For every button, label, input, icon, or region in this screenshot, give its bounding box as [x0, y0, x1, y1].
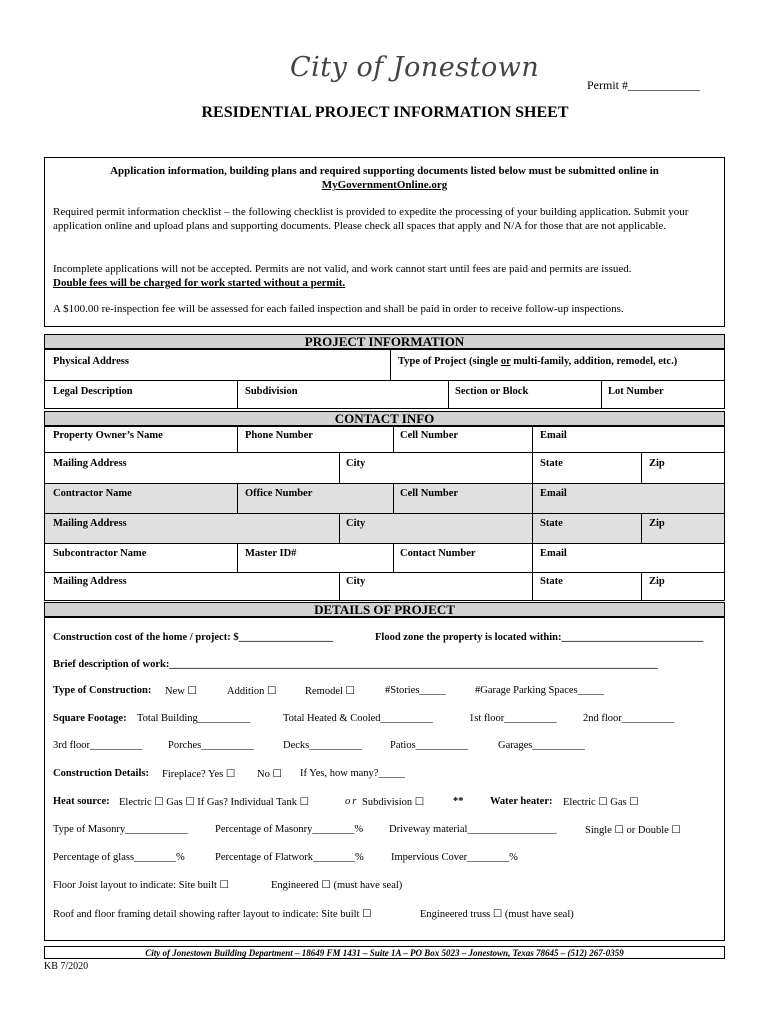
owner-cell-field[interactable]: Cell Number	[400, 430, 459, 441]
lot-number-field[interactable]: Lot Number	[608, 386, 664, 397]
double-asterisk: **	[453, 796, 464, 807]
owner-state-field[interactable]: State	[540, 458, 563, 469]
intro-box	[44, 157, 725, 327]
subcontractor-mailing-address-field[interactable]: Mailing Address	[53, 576, 127, 587]
permit-number-field[interactable]: Permit #____________	[587, 78, 700, 92]
square-footage-label: Square Footage:	[53, 713, 127, 724]
driveway-material-field[interactable]: Driveway material_________________	[389, 824, 557, 835]
contractor-office-number-field[interactable]: Office Number	[245, 488, 313, 499]
remodel-checkbox[interactable]: Remodel ☐	[305, 686, 355, 697]
masonry-type-field[interactable]: Type of Masonry____________	[53, 824, 189, 835]
intro-incomplete-text: Incomplete applications will not be accepted. Permits are not valid, and work cannot start until fees are paid and permits are issued. Double fees will be charged for work started without a permit.	[53, 263, 632, 289]
page-title: RESIDENTIAL PROJECT INFORMATION SHEET	[201, 104, 569, 121]
city-logo: City of Jonestown	[290, 52, 540, 83]
masonry-percentage-field[interactable]: Percentage of Masonry________%	[215, 824, 364, 835]
owner-email-field[interactable]: Email	[540, 430, 567, 441]
glass-percentage-field[interactable]: Percentage of glass________%	[53, 852, 185, 863]
garages-field[interactable]: Garages__________	[498, 740, 585, 751]
contractor-name-field[interactable]: Contractor Name	[53, 488, 132, 499]
owner-mailing-row	[44, 452, 725, 484]
engineered-truss-checkbox[interactable]: Engineered truss ☐ (must have seal)	[420, 909, 574, 920]
third-floor-field[interactable]: 3rd floor__________	[53, 740, 143, 751]
subcontractor-zip-field[interactable]: Zip	[649, 576, 665, 587]
contractor-row	[44, 483, 725, 514]
contractor-cell-field[interactable]: Cell Number	[400, 488, 459, 499]
contractor-email-field[interactable]: Email	[540, 488, 567, 499]
subcontractor-contact-number-field[interactable]: Contact Number	[400, 548, 476, 559]
subcontractor-row	[44, 543, 725, 573]
contractor-mailing-address-field[interactable]: Mailing Address	[53, 518, 127, 529]
contractor-city-field[interactable]: City	[346, 518, 366, 529]
roof-framing-site-built-checkbox[interactable]: Roof and floor framing detail showing rafter layout to indicate: Site built ☐	[53, 909, 372, 920]
brief-description-field[interactable]: Brief description of work:_____________________________________________________________________________________________	[53, 659, 658, 670]
water-heater-options[interactable]: Electric ☐ Gas ☐	[563, 797, 639, 808]
flatwork-percentage-field[interactable]: Percentage of Flatwork________%	[215, 852, 364, 863]
patios-field[interactable]: Patios__________	[390, 740, 469, 751]
subcontractor-state-field[interactable]: State	[540, 576, 563, 587]
section-block-field[interactable]: Section or Block	[455, 386, 529, 397]
intro-submit-online: Application information, building plans and required supporting documents listed below must be submitted online in MyGovernmentOnline.org	[110, 165, 659, 191]
fireplace-yes-checkbox[interactable]: Fireplace? Yes ☐	[162, 769, 236, 780]
single-double-checkbox[interactable]: Single ☐ or Double ☐	[585, 825, 681, 836]
stories-field[interactable]: #Stories_____	[385, 685, 446, 696]
new-checkbox[interactable]: New ☐	[165, 686, 197, 697]
fireplace-count-field[interactable]: If Yes, how many?_____	[300, 768, 405, 779]
porches-field[interactable]: Porches__________	[168, 740, 254, 751]
physical-address-row	[44, 349, 725, 381]
footer-address: City of Jonestown Building Department – 18649 FM 1431 – Suite 1A – PO Box 5023 – Jonestown, Texas 78645 – (512) 267-0359	[44, 946, 725, 959]
owner-phone-field[interactable]: Phone Number	[245, 430, 313, 441]
fireplace-no-checkbox[interactable]: No ☐	[257, 769, 282, 780]
project-information-heading: PROJECT INFORMATION	[44, 334, 725, 349]
second-floor-field[interactable]: 2nd floor__________	[583, 713, 675, 724]
owner-mailing-address-field[interactable]: Mailing Address	[53, 458, 127, 469]
water-heater-label: Water heater:	[490, 796, 553, 807]
revision-code: KB 7/2020	[44, 961, 89, 972]
legal-description-row	[44, 380, 725, 409]
details-of-project-heading: DETAILS OF PROJECT	[44, 602, 725, 617]
mygov-link[interactable]: MyGovernmentOnline.org	[321, 179, 448, 191]
owner-row	[44, 426, 725, 453]
floor-joist-engineered-checkbox[interactable]: Engineered ☐ (must have seal)	[271, 880, 403, 891]
intro-checklist-text: Required permit information checklist – the following checklist is provided to expedite the processing of your building application. Submit your application online and upload plans and supporting documents. Please check all spaces that apply and N/A for those that are not applicable.	[53, 206, 689, 232]
addition-checkbox[interactable]: Addition ☐	[227, 686, 277, 697]
owner-city-field[interactable]: City	[346, 458, 366, 469]
physical-address-field[interactable]: Physical Address	[53, 356, 129, 367]
details-box	[44, 617, 725, 941]
flood-zone-field[interactable]: Flood zone the property is located within:___________________________	[375, 632, 704, 643]
garage-parking-field[interactable]: #Garage Parking Spaces_____	[475, 685, 604, 696]
first-floor-field[interactable]: 1st floor__________	[469, 713, 557, 724]
heat-source-options[interactable]: Electric ☐ Gas ☐ If Gas? Individual Tank ☐	[119, 797, 310, 808]
contractor-zip-field[interactable]: Zip	[649, 518, 665, 529]
master-id-field[interactable]: Master ID#	[245, 548, 297, 559]
legal-description-field[interactable]: Legal Description	[53, 386, 133, 397]
type-of-construction-label: Type of Construction:	[53, 685, 152, 696]
subdivision-field[interactable]: Subdivision	[245, 386, 298, 397]
subcontractor-city-field[interactable]: City	[346, 576, 366, 587]
contractor-mailing-row	[44, 513, 725, 544]
total-heated-cooled-field[interactable]: Total Heated & Cooled__________	[283, 713, 434, 724]
owner-zip-field[interactable]: Zip	[649, 458, 665, 469]
heat-source-label: Heat source:	[53, 796, 110, 807]
decks-field[interactable]: Decks__________	[283, 740, 362, 751]
floor-joist-site-built-checkbox[interactable]: Floor Joist layout to indicate: Site built ☐	[53, 880, 229, 891]
impervious-cover-field[interactable]: Impervious Cover________%	[391, 852, 518, 863]
construction-cost-field[interactable]: Construction cost of the home / project: $__________________	[53, 632, 334, 643]
subcontractor-email-field[interactable]: Email	[540, 548, 567, 559]
subcontractor-name-field[interactable]: Subcontractor Name	[53, 548, 147, 559]
reinspection-fee-text: A $100.00 re-inspection fee will be assessed for each failed inspection and shall be paid in order to receive follow-up inspections.	[53, 303, 624, 315]
contact-info-heading: CONTACT INFO	[44, 411, 725, 426]
double-fees-notice: Double fees will be charged for work started without a permit.	[53, 277, 346, 289]
owner-name-field[interactable]: Property Owner’s Name	[53, 430, 163, 441]
subdivision-checkbox[interactable]: Subdivision ☐	[362, 797, 425, 808]
construction-details-label: Construction Details:	[53, 768, 149, 779]
total-building-field[interactable]: Total Building__________	[137, 713, 251, 724]
type-of-project-field[interactable]: Type of Project (single or multi-family, addition, remodel, etc.)	[398, 356, 678, 367]
heat-or-text: or	[345, 796, 359, 807]
subcontractor-mailing-row	[44, 572, 725, 601]
contractor-state-field[interactable]: State	[540, 518, 563, 529]
